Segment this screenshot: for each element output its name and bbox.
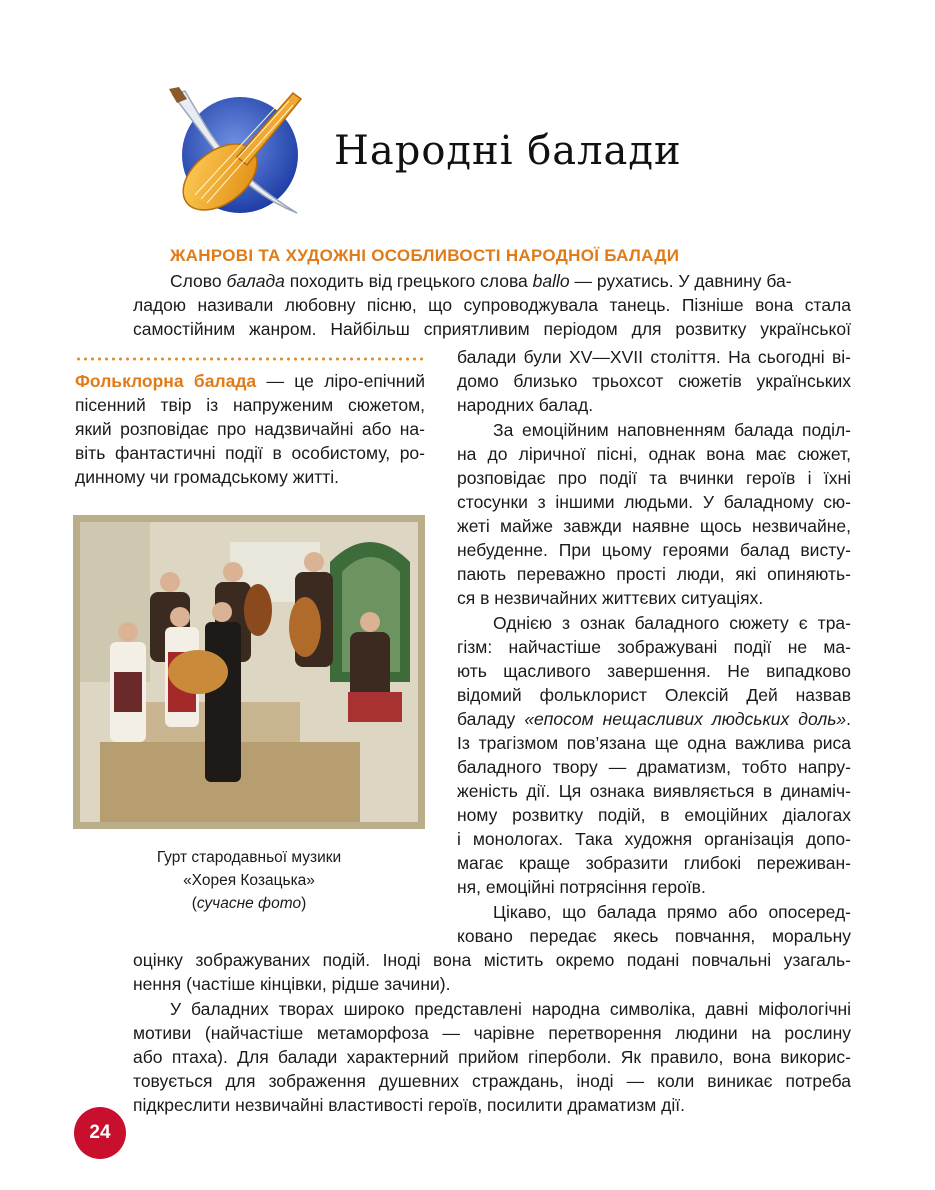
right-line: Однією з ознак баладного сюжету є тра- (493, 613, 851, 633)
right-line: на до ліричної пісні, однак вона має сюжет, (457, 444, 851, 464)
right-line: баладного твору — драматизм, тобто напру- (457, 757, 851, 777)
right-line: За емоційним наповненням балада поділ- (493, 420, 851, 440)
intro-line-1: Слово балада походить від грецького слова ballo — рухатись. У давнину ба- (170, 271, 792, 291)
right-line: женість дії. Ця ознака виявляється в динаміч- (457, 781, 851, 801)
definition-line-3: який розповідає про надзвичайні або на- (75, 419, 425, 439)
right-line: гізм: найчастіше зображувані події не ма- (457, 637, 851, 657)
definition-line-4: віть фантастичні події в особистому, ро- (75, 443, 425, 463)
page-number: 24 (74, 1107, 126, 1159)
bottom-line: або птаха). Для балади характерний прийом гіперболи. Як правило, вона викорис- (133, 1047, 851, 1067)
photo-frame (73, 515, 425, 829)
right-line: жеті майже завжди наявне щось незвичайне, (457, 516, 851, 536)
right-line: балади були XV—XVII століття. На сьогодні ві- (457, 347, 851, 367)
right-line: ся в незвичайних життєвих ситуаціях. (457, 588, 764, 608)
right-line: небуденне. При цьому героями балад висту- (457, 540, 851, 560)
right-line: народних балад. (457, 395, 594, 415)
band-photo (80, 522, 418, 822)
definition-line-1: Фольклорна балада — це ліро-епічний (75, 371, 426, 391)
right-line: пають переважно прості люди, які опиняють- (457, 564, 851, 584)
bottom-line: мотиви (найчастіше метаморфоза — чарівне перетворення людини на рослину (133, 1023, 851, 1043)
bottom-line: нення (частіше кінцівки, рідше зачини). (133, 974, 451, 994)
section-heading: ЖАНРОВІ ТА ХУДОЖНІ ОСОБЛИВОСТІ НАРОДНОЇ БАЛАДИ (170, 246, 680, 265)
bottom-line: товується для зображення душевних страждань, іноді — коли виникає потреба (133, 1071, 851, 1091)
right-line: стосунки з іншими людьми. У баладному сю- (457, 492, 851, 512)
photo-caption-line-1: Гурт стародавньої музики (156, 849, 342, 866)
right-line: ня, емоційні потрясіння героїв. (457, 877, 706, 897)
right-line: і монологах. Така художня організація допо- (457, 829, 851, 849)
bandura-and-sabre-icon (165, 85, 305, 220)
right-line: магає краще зобразити глибокі переживан- (457, 853, 851, 873)
dotted-divider (75, 357, 425, 361)
definition-term: Фольклорна балада (75, 371, 257, 391)
photo-caption-line-3: (сучасне фото) (191, 895, 307, 912)
right-line: ковано передає якесь повчання, моральну (457, 926, 851, 946)
intro-line-3: самостійним жанром. Найбільш сприятливим періодом для розвитку української (133, 319, 851, 339)
right-line: домо близько трьохсот сюжетів українських (457, 371, 851, 391)
bottom-line: оцінку зображуваних подій. Іноді вона містить окремо подані повчальні узагаль- (133, 950, 851, 970)
definition-line-5: динному чи громадському житті. (75, 467, 340, 487)
intro-line-2: ладою називали любовну пісню, що супроводжувала танець. Пізніше вона стала (133, 295, 851, 315)
photo-caption-line-2: «Хорея Козацька» (183, 872, 315, 889)
right-line: ють щасливого завершення. Не випадково (457, 661, 851, 681)
right-line: розповідає про події та вчинки героїв і їхні (457, 468, 851, 488)
quote: «епосом нещасливих людських доль» (524, 709, 847, 729)
right-line-quote: баладу «епосом нещасливих людських доль». (457, 709, 852, 729)
musicians-illustration (80, 522, 418, 822)
bottom-line: підкреслити незвичайні властивості героїв, посилити драматизм дії. (133, 1095, 686, 1115)
right-line: відомий фольклорист Олексій Дей назвав (457, 685, 851, 705)
right-line: Із трагізмом пов’язана ще одна важлива риса (457, 733, 851, 753)
right-line: Цікаво, що балада прямо або опосеред- (493, 902, 851, 922)
page-title: Народні балади (334, 128, 682, 174)
definition-line-2: пісенний твір із напруженим сюжетом, (75, 395, 425, 415)
right-line: ному розвитку подій, в емоційних діалогах (457, 805, 851, 825)
bottom-line: У баладних творах широко представлені народна символіка, давні міфологічні (170, 999, 851, 1019)
